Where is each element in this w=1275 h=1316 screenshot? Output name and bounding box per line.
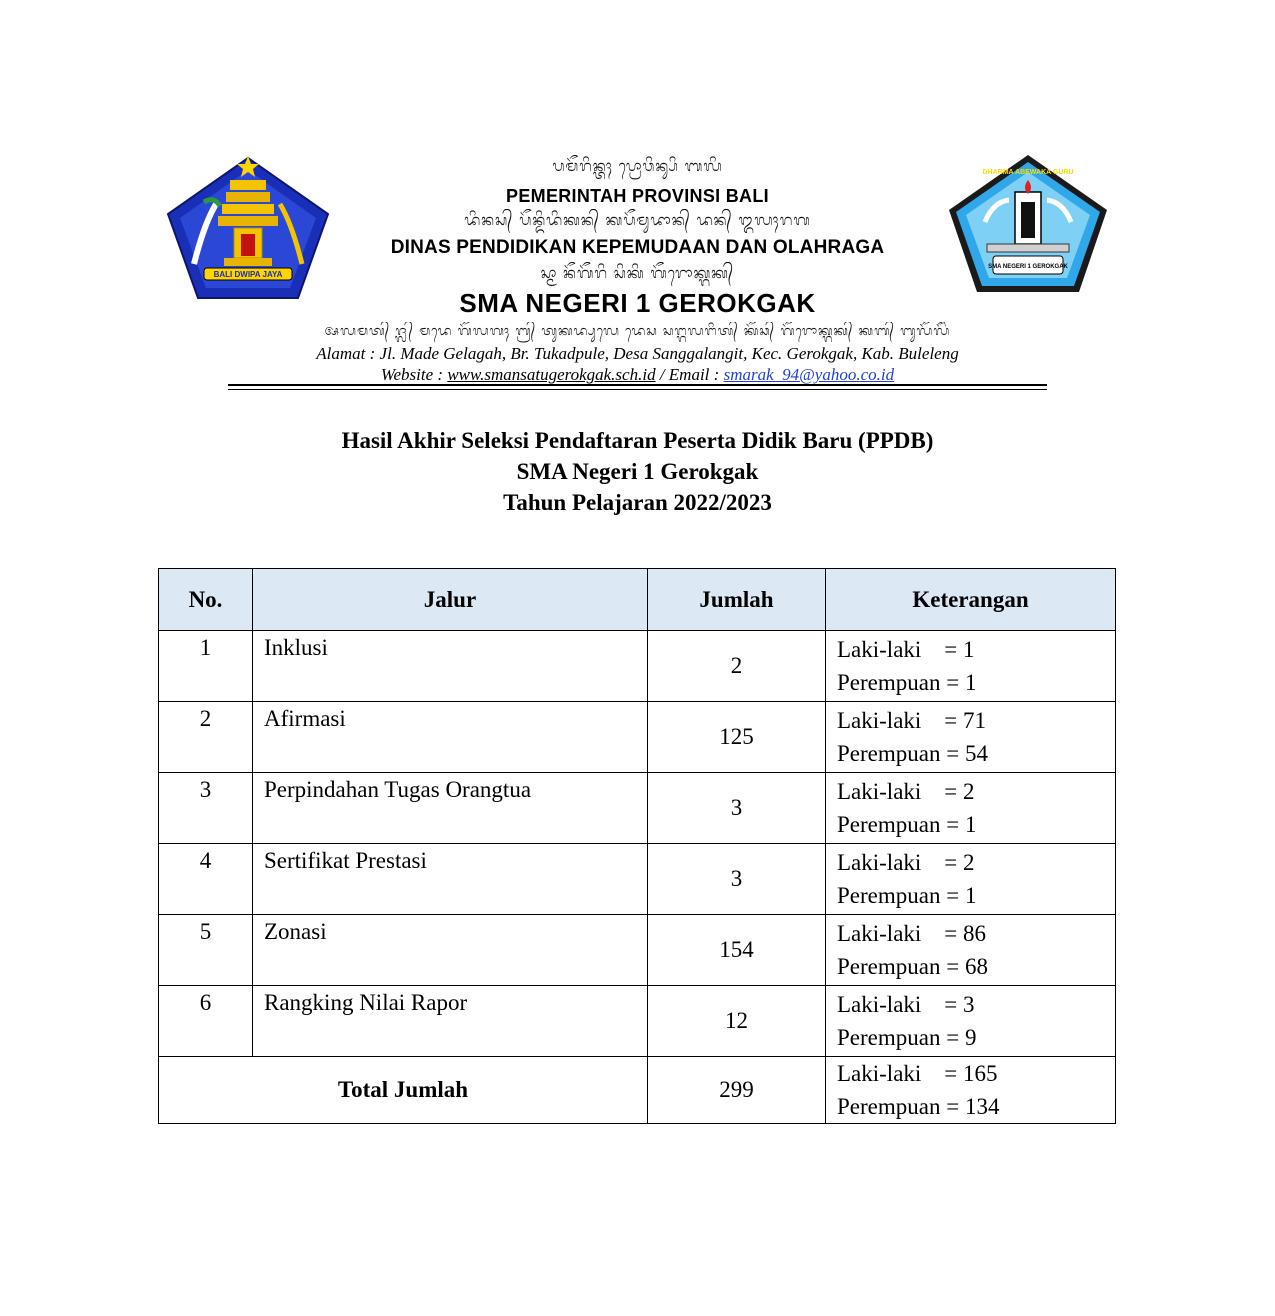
ppdb-results-table xyxy=(158,568,1116,1124)
cell-no: 3 xyxy=(159,773,253,844)
cell-no: 4 xyxy=(159,844,253,915)
cell-keterangan xyxy=(826,631,1116,702)
balinese-script-line-4: ᬅᬮᬫᬢ᭄ ᬚ᭄ᬮ᭄ ᬫᬤᬾ ᬕᭂᬮᬕᬄ ᬩ᭄ᬭ᭄ ᬢᬸᬓᬤ᭄ᬧᬸᬮᬾ ᬤᬾᬲ ᬲᬗ᭄ᬕᬮᬗᬶᬢ᭄ ᬓᭂᬘ᭄ ᬕᭂᬭᭀᬓ᭄ᬕᬓ᭄ ᬓᬩ᭄ ᬩᬸᬮᭂᬮᭂᬂ xyxy=(324,324,951,339)
ket-laki: Laki-laki = 86 xyxy=(837,921,987,946)
table-row xyxy=(159,844,1116,915)
table-row xyxy=(159,702,1116,773)
department-name: DINAS PENDIDIKAN KEPEMUDAAN DAN OLAHRAGA xyxy=(390,237,885,258)
logo-right-band: SMA NEGERI 1 GEROKGAK xyxy=(988,264,1068,270)
ket-laki: Laki-laki = 3 xyxy=(837,992,975,1017)
table-total-row xyxy=(159,1057,1116,1124)
table-row xyxy=(159,773,1116,844)
ket-laki: Laki-laki = 165 xyxy=(837,1061,998,1086)
cell-no: 6 xyxy=(159,986,253,1057)
ket-laki: Laki-laki = 2 xyxy=(837,850,975,875)
logo-right-motto: DHARMA ABEWAKA GURU xyxy=(982,169,1074,176)
letterhead-divider-thick xyxy=(228,384,1047,386)
letterhead xyxy=(160,150,1115,395)
ket-perempuan: Perempuan = 1 xyxy=(837,812,977,837)
cell-jalur: Zonasi xyxy=(253,915,648,986)
cell-keterangan xyxy=(826,773,1116,844)
cell-no: 1 xyxy=(159,631,253,702)
website-link[interactable]: www.smansatugerokgak.sch.id xyxy=(447,365,656,384)
total-label: Total Jumlah xyxy=(159,1057,648,1124)
table-row xyxy=(159,631,1116,702)
ket-laki: Laki-laki = 1 xyxy=(837,637,975,662)
cell-jumlah: 154 xyxy=(648,915,826,986)
document-title xyxy=(0,425,1275,518)
school-logo xyxy=(945,152,1111,296)
ket-perempuan: Perempuan = 54 xyxy=(837,741,988,766)
title-line-1: Hasil Akhir Seleksi Pendaftaran Peserta Didik Baru (PPDB) xyxy=(341,428,934,453)
cell-keterangan xyxy=(826,844,1116,915)
cell-jumlah: 3 xyxy=(648,844,826,915)
table-row xyxy=(159,986,1116,1057)
balinese-script-line-1: ᬧᬫᭂᬭᬶᬦ᭄ᬢᬄ ᬧ᭄ᬭᭀᬯᬶᬦ᭄ᬲᬶ ᬩᬮᬶ xyxy=(552,157,723,175)
government-name: PEMERINTAH PROVINSI BALI xyxy=(506,186,769,206)
balinese-script-line-2: ᬤᬶᬦᬲ᭄ ᬧᭂᬦ᭄ᬤᬶᬤᬶᬓᬦ᭄ ᬓᬧᭂᬫᬸᬤᬵᬦ᭄ ᬤᬦ᭄ ᬑᬮᬄᬭᬕ xyxy=(464,211,811,229)
ket-perempuan: Perempuan = 1 xyxy=(837,883,977,908)
cell-keterangan xyxy=(826,915,1116,986)
header-jalur: Jalur xyxy=(253,569,648,631)
cell-no: 2 xyxy=(159,702,253,773)
website-label: Website : xyxy=(380,365,444,384)
bali-province-logo xyxy=(164,154,332,302)
cell-keterangan xyxy=(826,702,1116,773)
total-keterangan xyxy=(826,1057,1116,1124)
email-link[interactable]: smarak_94@yahoo.co.id xyxy=(723,365,895,384)
header-no: No. xyxy=(159,569,253,631)
cell-jalur: Rangking Nilai Rapor xyxy=(253,986,648,1057)
title-line-3: Tahun Pelajaran 2022/2023 xyxy=(503,490,772,515)
table-row xyxy=(159,915,1116,986)
cell-jumlah: 125 xyxy=(648,702,826,773)
total-jumlah: 299 xyxy=(648,1057,826,1124)
ket-perempuan: Perempuan = 9 xyxy=(837,1025,977,1050)
school-name: SMA NEGERI 1 GEROKGAK xyxy=(459,288,816,318)
cell-jalur: Sertifikat Prestasi xyxy=(253,844,648,915)
contact-line xyxy=(240,365,1035,385)
cell-no: 5 xyxy=(159,915,253,986)
cell-keterangan xyxy=(826,986,1116,1057)
cell-jumlah: 2 xyxy=(648,631,826,702)
email-label: / Email : xyxy=(659,365,720,384)
ket-laki: Laki-laki = 2 xyxy=(837,779,975,804)
cell-jalur: Afirmasi xyxy=(253,702,648,773)
title-line-2: SMA Negeri 1 Gerokgak xyxy=(516,459,759,484)
school-address: Alamat : Jl. Made Gelagah, Br. Tukadpule, Desa Sanggalangit, Kec. Gerokgak, Kab. Buleleng xyxy=(316,344,959,363)
ket-laki: Laki-laki = 71 xyxy=(837,708,987,733)
cell-jalur: Inklusi xyxy=(253,631,648,702)
cell-jumlah: 12 xyxy=(648,986,826,1057)
ket-perempuan: Perempuan = 68 xyxy=(837,954,988,979)
logo-left-caption: BALI DWIPA JAYA xyxy=(213,270,283,279)
ket-perempuan: Perempuan = 134 xyxy=(837,1094,1000,1119)
letterhead-divider-thin xyxy=(228,389,1047,390)
cell-jalur: Perpindahan Tugas Orangtua xyxy=(253,773,648,844)
cell-jumlah: 3 xyxy=(648,773,826,844)
header-keterangan: Keterangan xyxy=(826,569,1116,631)
balinese-script-line-3: ᬲ᭄ᬫᬵ ᬦᭂᬕᭂᬭᬶ ᬲᬶᬓᬶ ᬕᭂᬭᭀᬓ᭄ᬕᬓ᭄ xyxy=(540,264,735,282)
header-jumlah: Jumlah xyxy=(648,569,826,631)
ket-perempuan: Perempuan = 1 xyxy=(837,670,977,695)
table-header-row xyxy=(159,569,1116,631)
